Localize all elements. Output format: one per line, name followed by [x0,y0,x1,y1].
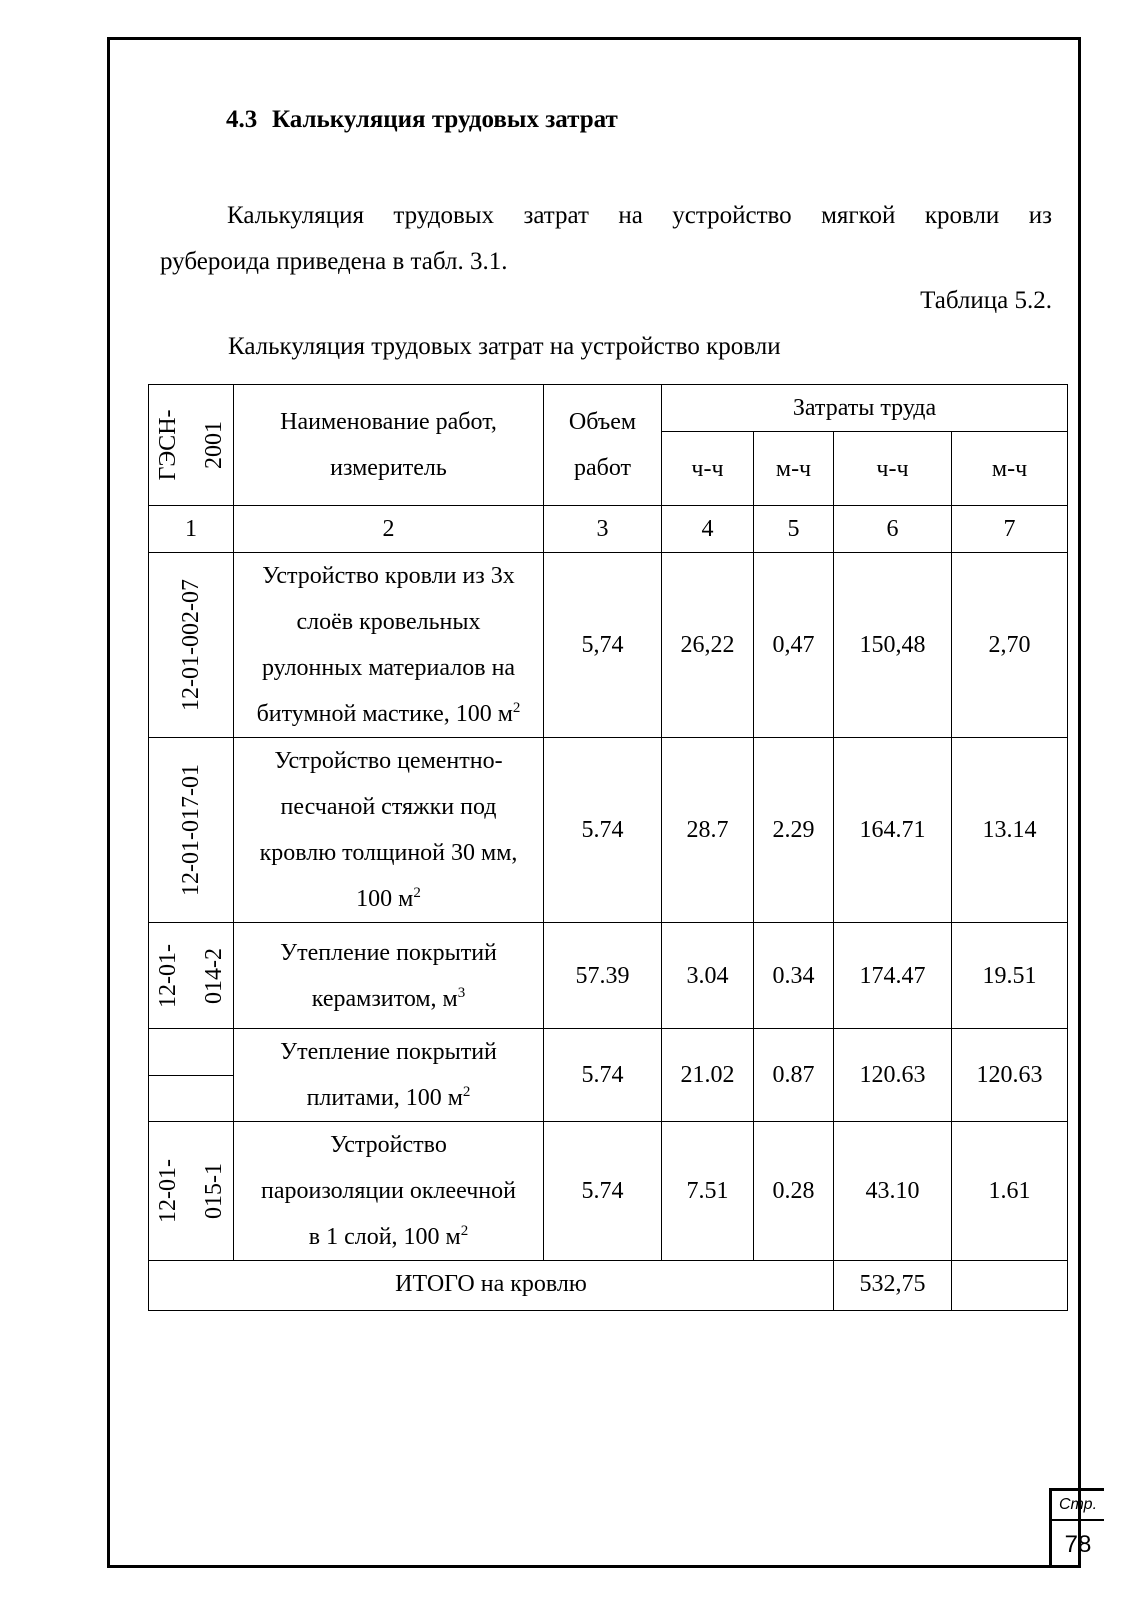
table-row [149,1122,1068,1261]
section-number: 4.3 [226,106,258,133]
row-col-6: 43.10 [834,1122,952,1261]
table-row [149,553,1068,738]
row-volume: 5.74 [544,1122,662,1261]
column-number: 2 [234,506,544,553]
row-col-6: 150,48 [834,553,952,738]
header-col-6: ч-ч [834,432,952,506]
row-col-5: 0,47 [754,553,834,738]
row-col-7: 19.51 [952,923,1068,1029]
column-number: 5 [754,506,834,553]
header-col-7: м-ч [952,432,1068,506]
row-col-7: 1.61 [952,1122,1068,1261]
row-code-empty [149,1029,234,1076]
row-col-5: 2.29 [754,738,834,923]
row-col-4: 28.7 [662,738,754,923]
row-code: 12-01-002-07 [149,553,234,738]
row-volume: 5,74 [544,553,662,738]
total-value: 532,75 [834,1261,952,1311]
section-title: Калькуляция трудовых затрат [272,106,618,133]
row-col-4: 21.02 [662,1029,754,1122]
header-col-4: ч-ч [662,432,754,506]
row-code: 12-01- 014-2 [149,923,234,1029]
column-numbers-row [149,506,1068,553]
header-col-5: м-ч [754,432,834,506]
column-number: 7 [952,506,1068,553]
row-volume: 5.74 [544,738,662,923]
row-col-5: 0.28 [754,1122,834,1261]
row-col-4: 26,22 [662,553,754,738]
column-number: 6 [834,506,952,553]
row-code: 12-01-017-01 [149,738,234,923]
row-col-5: 0.34 [754,923,834,1029]
row-col-5: 0.87 [754,1029,834,1122]
table-number: Таблица 5.2. [920,287,1052,314]
paragraph-line-1: Калькуляция трудовых затрат на устройство мягкой кровли из [227,202,1052,229]
table-row [149,923,1068,1029]
row-name: Утепление покрытий керамзитом, $м^3$ [234,923,544,1029]
page-number: 78 [1064,1531,1092,1558]
row-col-6: 164.71 [834,738,952,923]
page-stamp [1049,1488,1104,1568]
row-code: 12-01- 015-1 [149,1122,234,1261]
labor-cost-table [148,384,1068,1311]
header-labor: Затраты труда [662,385,1068,432]
row-volume: 57.39 [544,923,662,1029]
row-code-empty [149,1075,234,1122]
table-row [149,1029,1068,1076]
header-volume: Объем работ [544,385,662,506]
column-number: 4 [662,506,754,553]
row-col-6: 120.63 [834,1029,952,1122]
table-caption: Калькуляция трудовых затрат на устройство кровли [228,333,781,360]
column-number: 3 [544,506,662,553]
total-empty [952,1261,1068,1311]
table-row [149,738,1068,923]
row-name: Устройство пароизоляции оклеечной в 1 слой, 100 $м^2$ [234,1122,544,1261]
stamp-label: Стр. [1052,1491,1104,1521]
total-row [149,1261,1068,1311]
total-label: ИТОГО на кровлю [149,1261,834,1311]
row-col-4: 7.51 [662,1122,754,1261]
row-col-7: 2,70 [952,553,1068,738]
row-col-6: 174.47 [834,923,952,1029]
section-heading [226,106,618,134]
paragraph-line-2: рубероида приведена в табл. 3.1. [160,248,508,275]
row-volume: 5.74 [544,1029,662,1122]
header-code: ГЭСН- 2001 [149,385,234,506]
row-name: Утепление покрытий плитами, 100 $м^2$ [234,1029,544,1122]
row-col-7: 13.14 [952,738,1068,923]
row-name: Устройство цементно- песчаной стяжки под кровлю толщиной 30 мм, 100 $м^2$ [234,738,544,923]
row-name: Устройство кровли из 3х слоёв кровельных рулонных материалов на битумной мастике, 100 $м^2$ [234,553,544,738]
header-name: Наименование работ, измеритель [234,385,544,506]
row-col-4: 3.04 [662,923,754,1029]
row-col-7: 120.63 [952,1029,1068,1122]
intro-paragraph [160,193,1052,285]
column-number: 1 [149,506,234,553]
